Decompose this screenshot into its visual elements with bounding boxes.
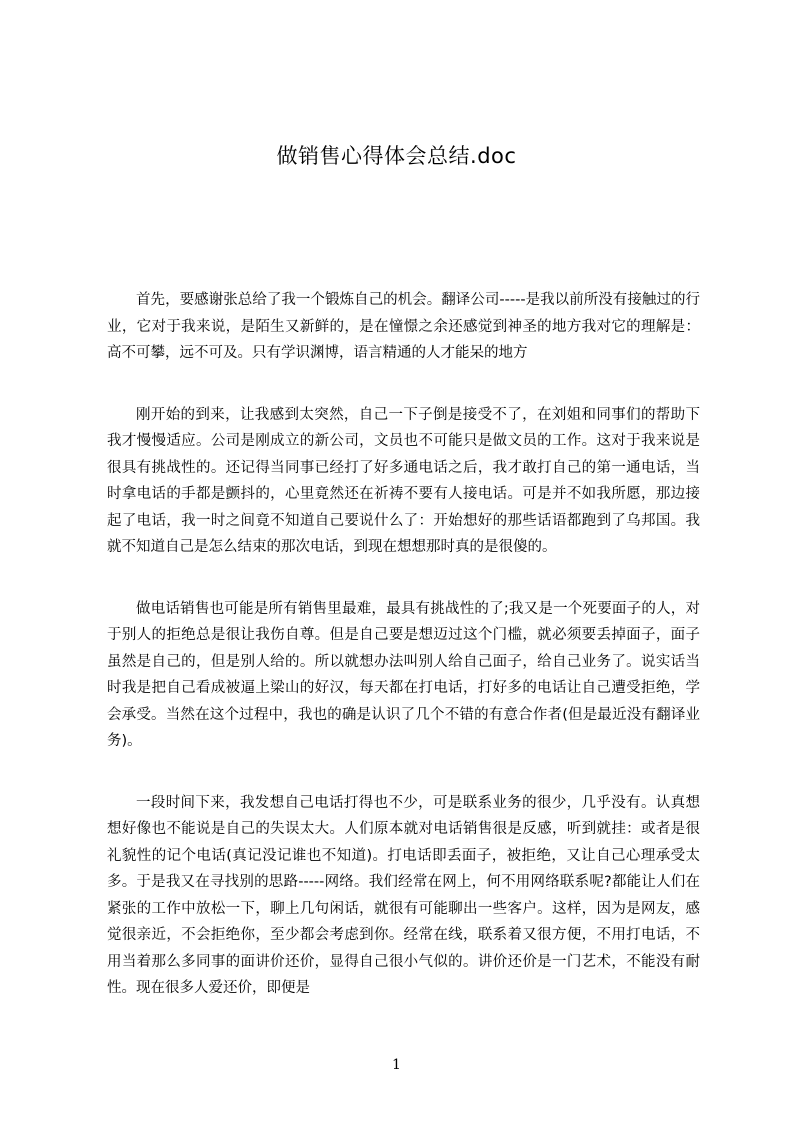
document-body (107, 287, 700, 1037)
paragraph-4: 一段时间下来，我发想自己电话打得也不少，可是联系业务的很少，几乎没有。认真想想好像也不能说是自己的失误太大。人们原本就对电话销售很是反感，听到就挂：或者是很礼貌性的记个电话(真记没记谁也不知道)。打电话即丢面子，被拒绝，又让自己心理承受太多。于是我又在寻找别的思路-----网络。我们经常在网上，何不用网络联系呢?都能让人们在紧张的工作中放松一下，聊上几句闲话，就很有可能聊出一些客户。这样，因为是网友，感觉很亲近，不会拒绝你，至少都会考虑到你。经常在线，联系着又很方便，不用打电话，不用当着那么多同事的面讲价还价，显得自己很小气似的。讲价还价是一门艺术，不能没有耐性。现在很多人爱还价，即便是 (107, 794, 700, 996)
document-title: 做销售心得体会总结.doc (276, 144, 517, 168)
paragraph-3: 做电话销售也可能是所有销售里最难，最具有挑战性的了;我又是一个死要面子的人，对于别人的拒绝总是很让我伤自尊。但是自己要是想迈过这个门槛，就必须要丢掉面子，面子虽然是自己的，但是别人给的。所以就想办法叫别人给自己面子，给自己业务了。说实话当时我是把自己看成被逼上梁山的好汉，每天都在打电话，打好多的电话让自己遭受拒绝，学会承受。当然在这个过程中，我也的确是认识了几个不错的有意合作者(但是最近没有翻译业务)。 (107, 600, 700, 749)
page-number: 1 (392, 1057, 401, 1073)
paragraph-1: 首先，要感谢张总给了我一个锻炼自己的机会。翻译公司-----是我以前所没有接触过的行业，它对于我来说，是陌生又新鲜的，是在憧憬之余还感觉到神圣的地方我对它的理解是：高不可攀，远不可及。只有学识渊博，语言精通的人才能呆的地方 (107, 292, 700, 361)
paragraph-2: 刚开始的到来，让我感到太突然，自己一下子倒是接受不了，在刘姐和同事们的帮助下我才慢慢适应。公司是刚成立的新公司，文员也不可能只是做文员的工作。这对于我来说是很具有挑战性的。还记得当同事已经打了好多通电话之后，我才敢打自己的第一通电话，当时拿电话的手都是颤抖的，心里竟然还在祈祷不要有人接电话。可是并不如我所愿，那边接起了电话，我一时之间竟不知道自己要说什么了：开始想好的那些话语都跑到了乌邦国。我就不知道自己是怎么结束的那次电话，到现在想想那时真的是很傻的。 (107, 406, 700, 555)
